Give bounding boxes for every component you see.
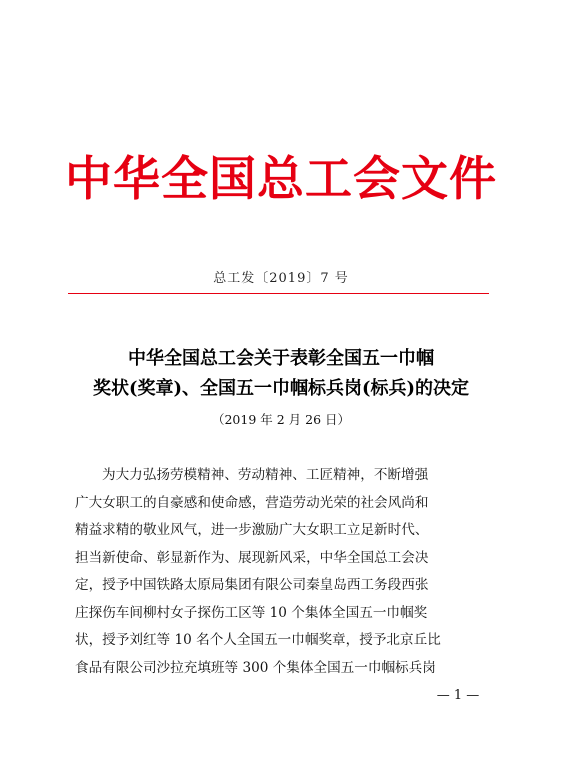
masthead-title: 中华全国总工会文件: [65, 152, 497, 207]
title-line-2: 奖状(奖章)、全国五一巾帼标兵岗(标兵)的决定: [92, 378, 470, 399]
body-paragraph: [75, 462, 490, 682]
title-line-1: 中华全国总工会关于表彰全国五一巾帼: [128, 348, 434, 369]
body-line: 广大女职工的自豪感和使命感，营造劳动光荣的社会风尚和: [75, 494, 429, 511]
body-line: 状，授予刘红等 10 名个人全国五一巾帼奖章，授予北京丘比: [75, 632, 441, 648]
body-line: 食品有限公司沙拉充填班等 300 个集体全国五一巾帼标兵岗: [75, 659, 436, 676]
body-line: 精益求精的敬业风气，进一步激励广大女职工立足新时代、: [75, 522, 429, 538]
body-line: 庄探伤车间柳村女子探伤工区等 10 个集体全国五一巾帼奖: [75, 604, 428, 621]
document-number: 总工发〔2019〕7 号: [213, 271, 349, 286]
red-divider-rule: [68, 293, 489, 294]
body-line: 担当新使命、彰显新作为、展现新风采，中华全国总工会决: [75, 549, 429, 566]
decision-title: [0, 344, 562, 404]
body-line: 为大力弘扬劳模精神、劳动精神、工匠精神，不断增强: [102, 467, 429, 483]
issue-date: （2019 年 2 月 26 日）: [211, 412, 351, 427]
page-number: — 1 —: [436, 688, 480, 703]
body-line: 定，授予中国铁路太原局集团有限公司秦皇岛西工务段西张: [75, 577, 429, 593]
